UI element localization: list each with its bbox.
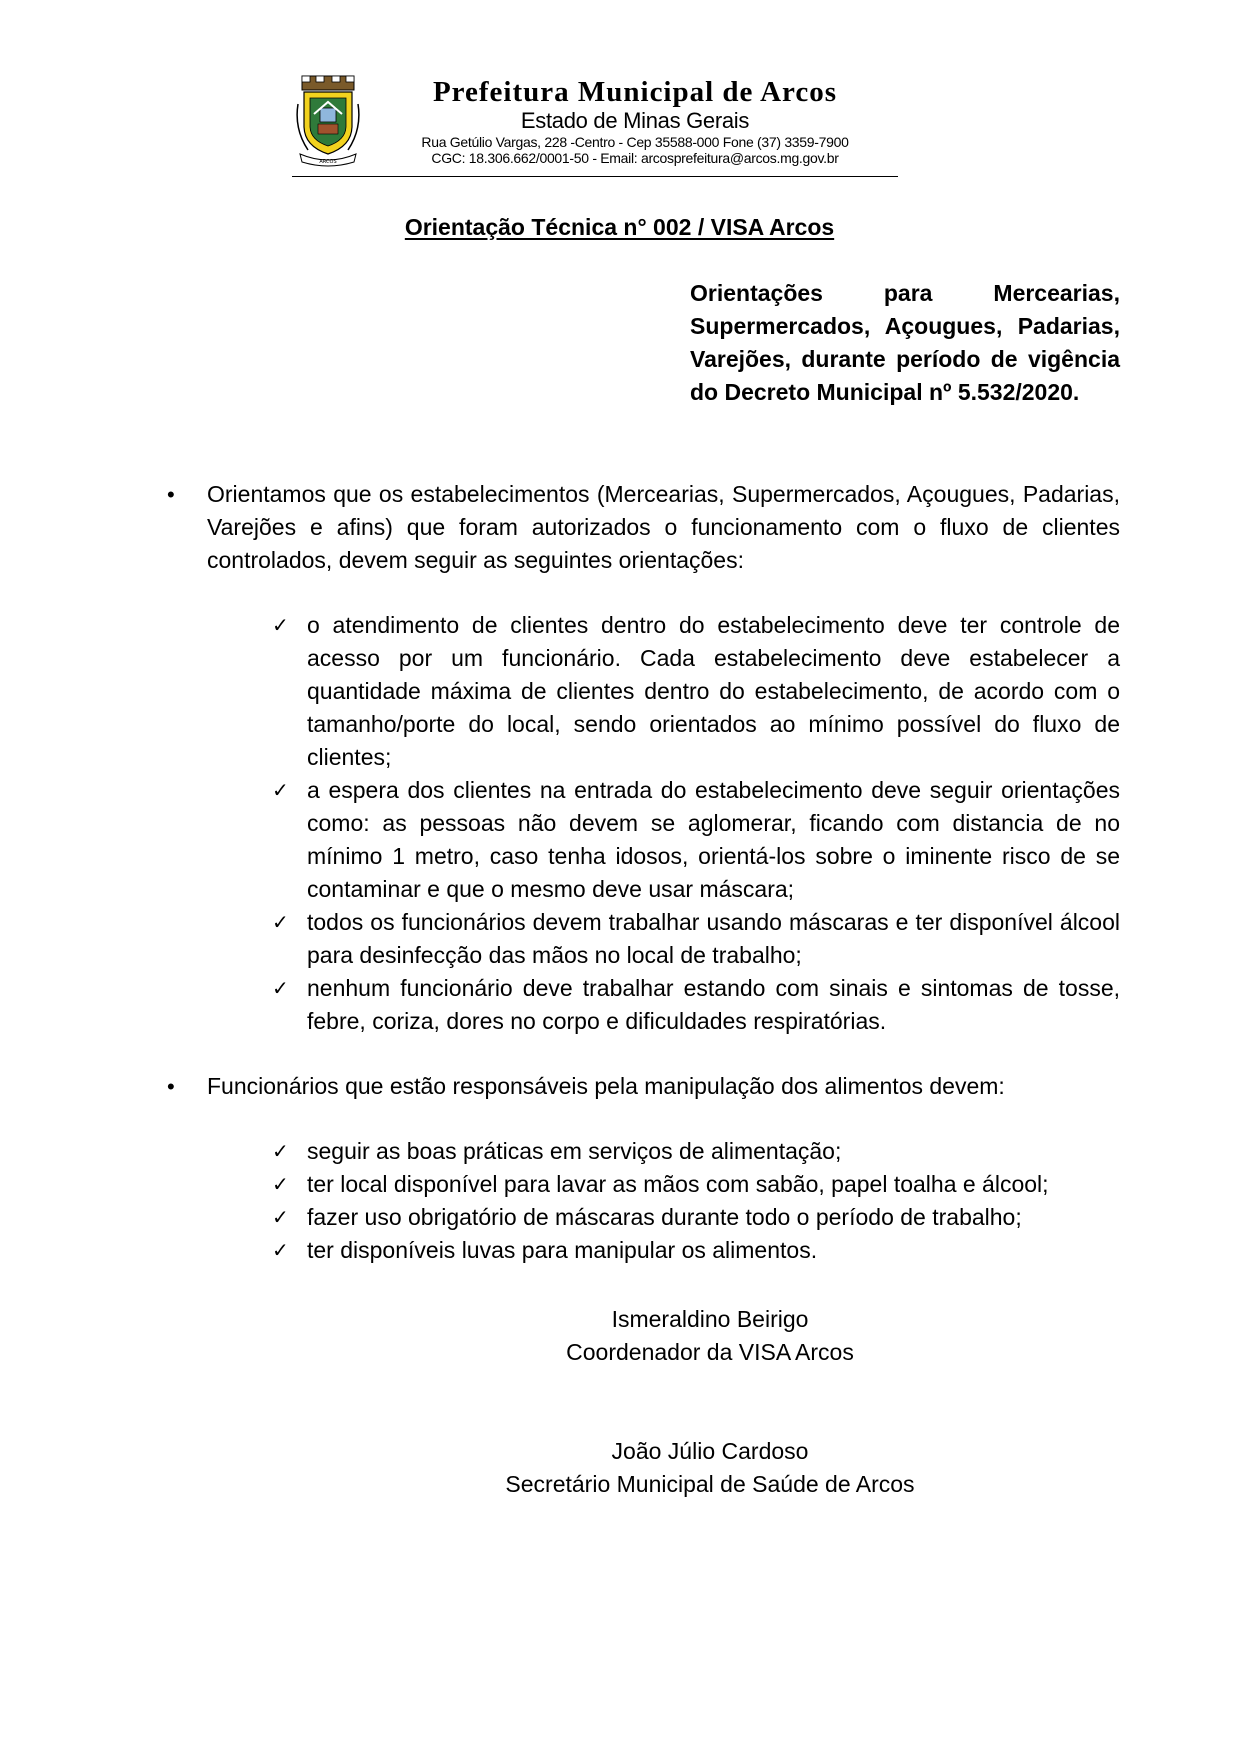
- section-1-intro: Orientamos que os estabelecimentos (Mercearias, Supermercados, Açougues, Padarias, Varejões e afins) que foram autorizados o funcionamento com o fluxo de clientes controlados, devem seguir as seguintes orientações:: [207, 481, 1120, 573]
- section-2-checklist: [272, 1135, 1120, 1267]
- list-item: [272, 1234, 1120, 1267]
- signature-block-2: [420, 1435, 1000, 1501]
- signature-block-1: [420, 1303, 1000, 1369]
- letterhead: [288, 72, 900, 180]
- list-item-text: todos os funcionários devem trabalhar usando máscaras e ter disponível álcool para desinfecção das mãos no local de trabalho;: [307, 909, 1120, 968]
- document-title: Orientação Técnica n° 002 / VISA Arcos: [404, 214, 835, 240]
- list-item-text: nenhum funcionário deve trabalhar estando com sinais e sintomas de tosse, febre, coriza, dores no corpo e dificuldades respiratórias.: [307, 975, 1120, 1034]
- list-item-text: fazer uso obrigatório de máscaras durante todo o período de trabalho;: [307, 1204, 1022, 1230]
- letterhead-title: Prefeitura Municipal de Arcos: [432, 76, 838, 108]
- list-item: [272, 972, 1120, 1038]
- document-ementa: Orientações para Mercearias, Supermercados, Açougues, Padarias, Varejões, durante período de vigência do Decreto Municipal nº 5.532/2020.: [690, 280, 1120, 405]
- signatory-name: Ismeraldino Beirigo: [611, 1306, 809, 1332]
- check-icon: ✓: [272, 976, 289, 1000]
- section-2-intro: Funcionários que estão responsáveis pela manipulação dos alimentos devem:: [207, 1073, 1005, 1099]
- section-1-bullet: [167, 478, 1120, 577]
- list-item: [272, 1135, 1120, 1168]
- coat-of-arms-icon: [292, 74, 364, 170]
- list-item-text: ter local disponível para lavar as mãos com sabão, papel toalha e álcool;: [307, 1171, 1049, 1197]
- check-icon: ✓: [272, 1172, 289, 1196]
- list-item: [272, 1201, 1120, 1234]
- check-icon: ✓: [272, 778, 289, 802]
- section-1-checklist: [272, 609, 1120, 1038]
- letterhead-subtitle: Estado de Minas Gerais: [520, 108, 750, 133]
- signatory-role: Coordenador da VISA Arcos: [566, 1339, 854, 1365]
- signatory-name: João Júlio Cardoso: [611, 1438, 809, 1464]
- bullet-icon: •: [167, 1074, 175, 1099]
- list-item: [272, 774, 1120, 906]
- letterhead-address: Rua Getúlio Vargas, 228 -Centro - Cep 35588-000 Fone (37) 3359-7900: [421, 134, 849, 150]
- list-item-text: a espera dos clientes na entrada do estabelecimento deve seguir orientações como: as pessoas não devem se aglomerar, ficando com distancia de no mínimo 1 metro, caso tenha idosos, orientá-los sobre o iminente risco de se contaminar e que o mesmo deve usar máscara;: [307, 777, 1120, 902]
- letterhead-divider: [292, 176, 898, 177]
- check-icon: ✓: [272, 1139, 289, 1163]
- check-icon: ✓: [272, 613, 289, 637]
- list-item-text: ter disponíveis luvas para manipular os alimentos.: [307, 1237, 818, 1263]
- section-2-bullet: [167, 1070, 1120, 1103]
- list-item-text: o atendimento de clientes dentro do estabelecimento deve ter controle de acesso por um funcionário. Cada estabelecimento deve estabelecer a quantidade máxima de clientes dentro do estabelecimento, de acordo com o tamanho/porte do local, sendo orientados ao mínimo possível do fluxo de clientes;: [307, 612, 1120, 770]
- list-item: [272, 609, 1120, 774]
- check-icon: ✓: [272, 1238, 289, 1262]
- signatory-role: Secretário Municipal de Saúde de Arcos: [505, 1471, 915, 1497]
- list-item: [272, 906, 1120, 972]
- letterhead-contact: CGC: 18.306.662/0001-50 - Email: arcosprefeitura@arcos.mg.gov.br: [431, 150, 839, 166]
- check-icon: ✓: [272, 910, 289, 934]
- list-item: [272, 1168, 1120, 1201]
- svg-text:ARCOS: ARCOS: [319, 159, 337, 165]
- letterhead-text: [370, 72, 900, 166]
- list-item-text: seguir as boas práticas em serviços de alimentação;: [307, 1138, 842, 1164]
- check-icon: ✓: [272, 1205, 289, 1229]
- bullet-icon: •: [167, 482, 175, 507]
